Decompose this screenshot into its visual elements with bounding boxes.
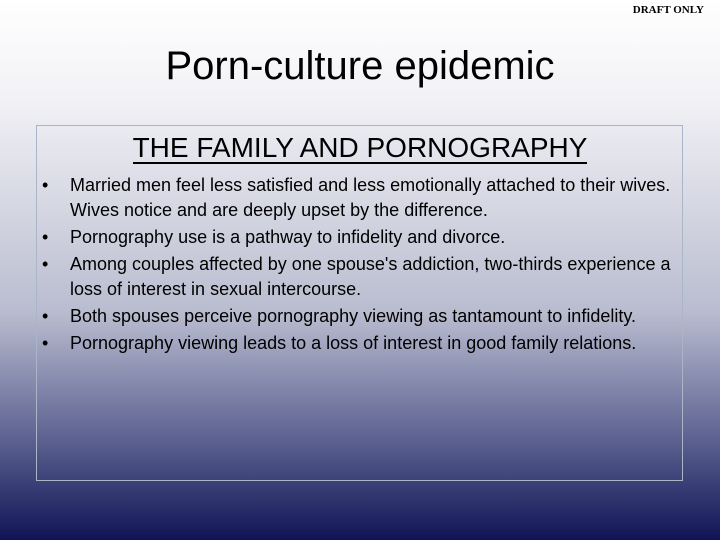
- bullet-item: [30, 331, 690, 356]
- section-heading: [0, 132, 720, 164]
- bullet-text: Pornography viewing leads to a loss of interest in good family relations.: [70, 333, 637, 353]
- slide-title: Porn-culture epidemic: [165, 44, 555, 88]
- bullet-icon: •: [42, 175, 49, 195]
- section-heading-text: THE FAMILY AND PORNOGRAPHY: [132, 132, 588, 163]
- bullet-icon: •: [42, 254, 49, 274]
- bullet-icon: •: [42, 227, 49, 247]
- bullet-text: Pornography use is a pathway to infidelity and divorce.: [70, 227, 506, 247]
- bullet-item: [30, 173, 690, 223]
- bullet-text: Among couples affected by one spouse's addiction, two-thirds experience a loss of interest in sexual intercourse.: [70, 254, 671, 299]
- bullet-item: [30, 225, 690, 250]
- bullet-item: [30, 304, 690, 329]
- bullet-icon: •: [42, 306, 49, 326]
- draft-watermark: DRAFT ONLY: [632, 4, 704, 16]
- bullet-list: [30, 173, 690, 358]
- bullet-text: Both spouses perceive pornography viewing as tantamount to infidelity.: [70, 306, 636, 326]
- bullet-icon: •: [42, 333, 49, 353]
- bullet-text: Married men feel less satisfied and less emotionally attached to their wives. Wives notice and are deeply upset by the difference.: [70, 175, 671, 220]
- bullet-item: [30, 252, 690, 302]
